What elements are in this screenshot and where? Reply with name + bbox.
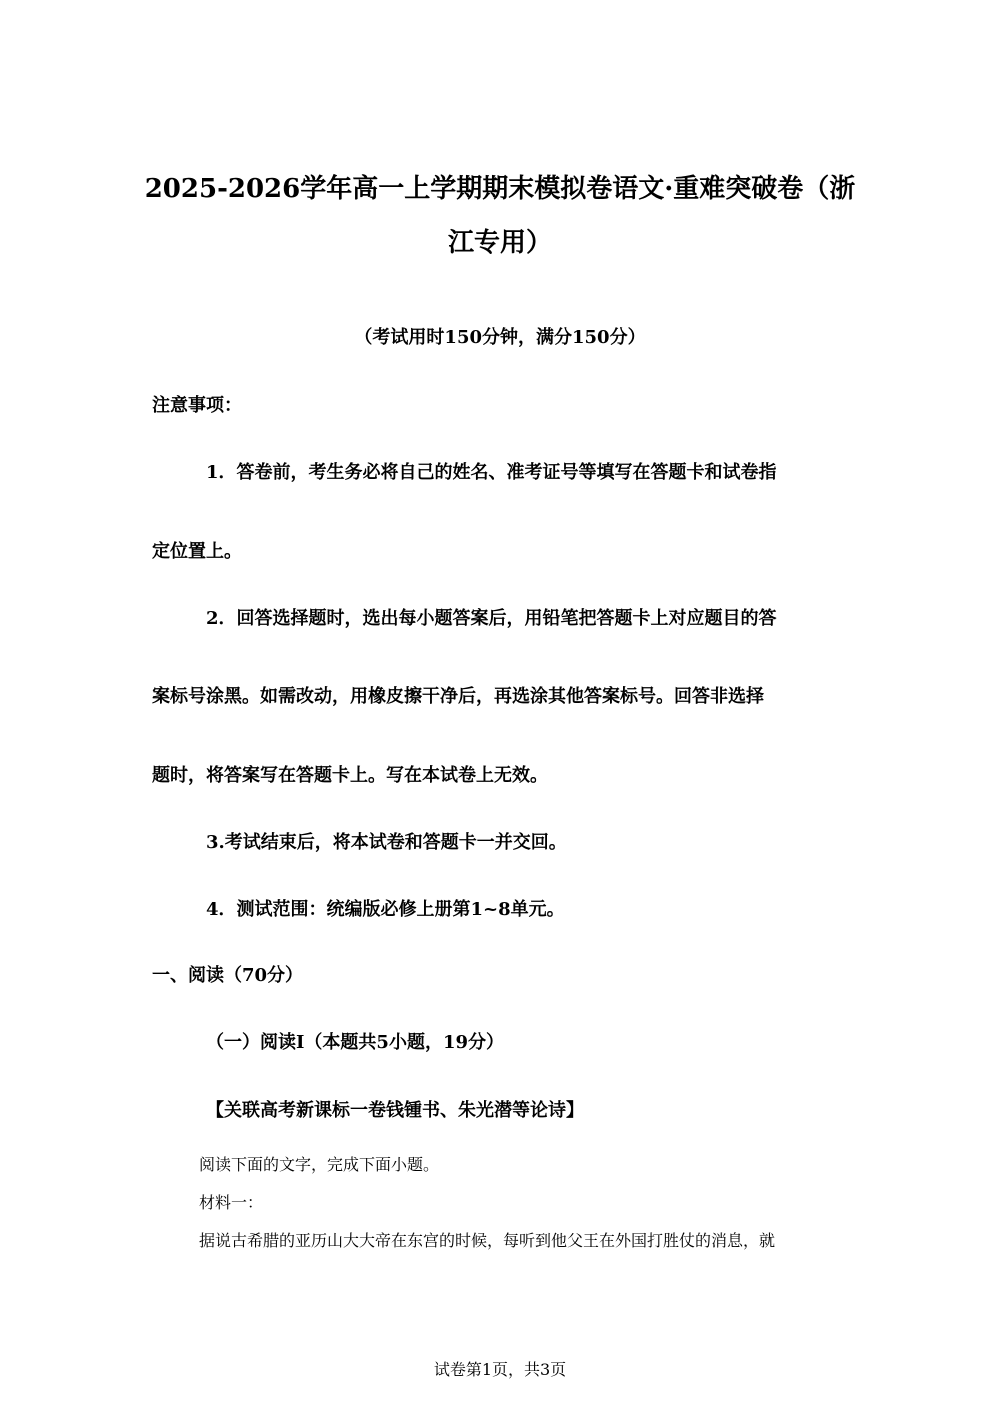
notice-heading: 注意事项： — [152, 395, 242, 416]
material-label: 材料一： — [199, 1193, 264, 1212]
page-footer: 试卷第1页，共3页 — [433, 1360, 567, 1379]
exam-subtitle: （考试用时150分钟，满分150分） — [354, 327, 646, 348]
notice-item-4: 4．测试范围：统编版必修上册第1~8单元。 — [206, 899, 565, 920]
notice-item-1-line-1: 1．答卷前，考生务必将自己的姓名、准考证号等填写在答题卡和试卷指 — [206, 462, 777, 483]
subsection-1-heading: （一）阅读I（本题共5小题，19分） — [206, 1032, 504, 1053]
material-text-line-1: 据说古希腊的亚历山大大帝在东宫的时候，每听到他父王在外国打胜仗的消息，就 — [199, 1231, 776, 1250]
notice-item-2-line-3: 题时，将答案写在答题卡上。写在本试卷上无效。 — [152, 765, 548, 786]
notice-item-3: 3.考试结束后，将本试卷和答题卡一并交回。 — [206, 832, 567, 853]
section-1-heading: 一、阅读（70分） — [152, 965, 304, 986]
reading-instruction: 阅读下面的文字，完成下面小题。 — [199, 1155, 440, 1174]
notice-item-2-line-1: 2．回答选择题时，选出每小题答案后，用铅笔把答题卡上对应题目的答 — [206, 608, 777, 629]
exam-title-line-1: 2025-2026学年高一上学期期末模拟卷语文·重难突破卷（浙 — [144, 174, 856, 204]
notice-item-1-line-2: 定位置上。 — [152, 541, 242, 562]
exam-title-line-2: 江专用） — [447, 228, 552, 258]
notice-item-2-line-2: 案标号涂黑。如需改动，用橡皮擦干净后，再选涂其他答案标号。回答非选择 — [152, 686, 764, 707]
related-exam-tag: 【关联高考新课标一卷钱锺书、朱光潜等论诗】 — [206, 1100, 584, 1121]
